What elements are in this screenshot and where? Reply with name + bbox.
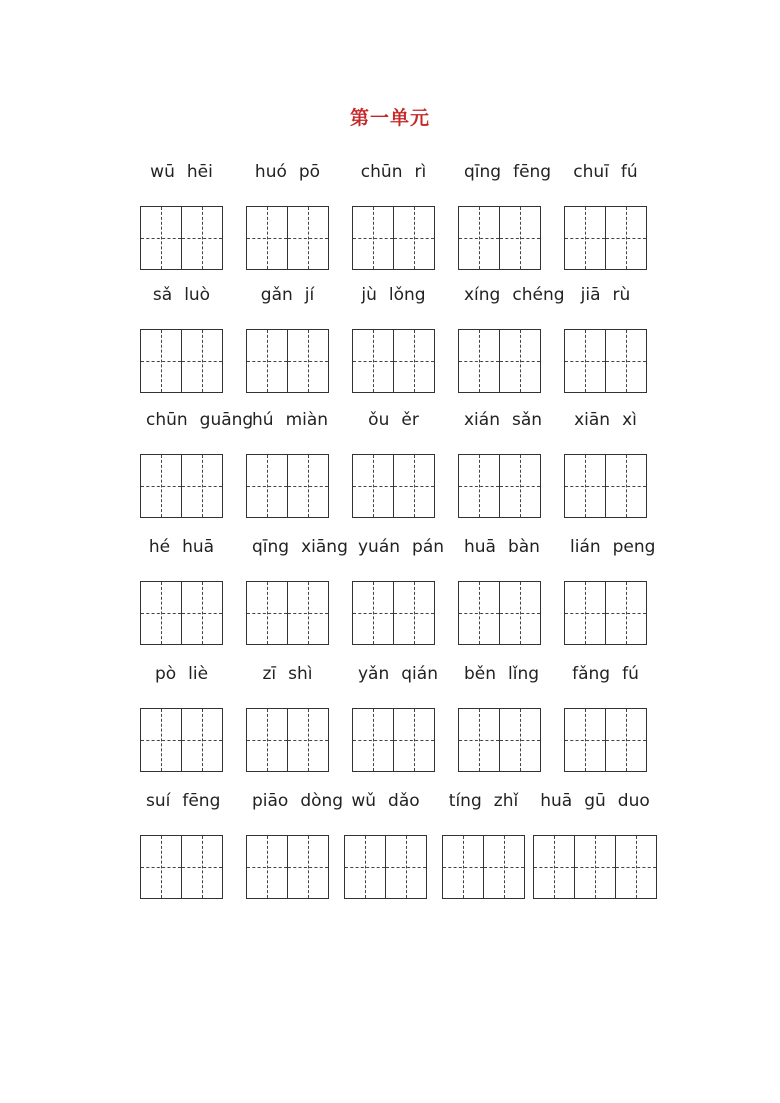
guide-line-horizontal bbox=[288, 867, 328, 868]
pinyin-syllable: pán bbox=[412, 537, 445, 557]
writing-grid bbox=[458, 708, 541, 772]
guide-line-horizontal bbox=[247, 867, 287, 868]
character-box[interactable] bbox=[564, 708, 606, 772]
writing-grid bbox=[352, 708, 435, 772]
guide-line-horizontal bbox=[394, 361, 434, 362]
pinyin-syllable: zī bbox=[262, 664, 277, 684]
pinyin-syllable: fú bbox=[620, 162, 638, 182]
character-box[interactable] bbox=[246, 708, 288, 772]
pinyin-syllable: ěr bbox=[401, 410, 419, 430]
guide-line-horizontal bbox=[500, 740, 540, 741]
character-box[interactable] bbox=[288, 708, 329, 772]
pinyin-syllable: jí bbox=[304, 285, 315, 305]
pinyin-syllable: dòng bbox=[300, 791, 344, 811]
pinyin-syllable: yuán bbox=[358, 537, 401, 557]
pinyin-syllable: sǎ bbox=[152, 285, 173, 305]
pinyin-syllable: huā bbox=[464, 537, 496, 557]
character-box[interactable] bbox=[246, 454, 288, 518]
pinyin-syllable: pò bbox=[154, 664, 177, 684]
guide-line-horizontal bbox=[141, 238, 181, 239]
guide-line-horizontal bbox=[616, 867, 656, 868]
character-box[interactable] bbox=[394, 454, 435, 518]
pinyin-syllable: jiā bbox=[580, 285, 601, 305]
writing-grid bbox=[246, 581, 329, 645]
character-box[interactable] bbox=[246, 835, 288, 899]
pinyin-syllable: wǔ bbox=[351, 791, 377, 811]
guide-line-horizontal bbox=[182, 238, 222, 239]
pinyin-label bbox=[442, 791, 525, 815]
writing-grid bbox=[140, 581, 223, 645]
pinyin-label bbox=[564, 285, 647, 309]
pinyin-syllable: chéng bbox=[512, 285, 565, 305]
pinyin-label bbox=[246, 162, 329, 186]
character-box[interactable] bbox=[288, 835, 329, 899]
character-box[interactable] bbox=[606, 206, 647, 270]
guide-line-horizontal bbox=[247, 361, 287, 362]
pinyin-syllable: xíng bbox=[464, 285, 501, 305]
guide-line-horizontal bbox=[182, 486, 222, 487]
guide-line-horizontal bbox=[247, 740, 287, 741]
pinyin-syllable: huó bbox=[254, 162, 287, 182]
pinyin-label bbox=[458, 162, 552, 186]
pinyin-syllable: gū bbox=[584, 791, 606, 811]
pinyin-label bbox=[246, 537, 348, 561]
pinyin-label bbox=[352, 285, 435, 309]
writing-grid bbox=[246, 835, 329, 899]
pinyin-syllable: bàn bbox=[507, 537, 540, 557]
pinyin-syllable: qián bbox=[401, 664, 438, 684]
guide-line-horizontal bbox=[288, 740, 328, 741]
character-box[interactable] bbox=[484, 835, 525, 899]
pinyin-syllable: chūn bbox=[360, 162, 403, 182]
guide-line-horizontal bbox=[606, 613, 646, 614]
word-item bbox=[533, 791, 657, 901]
writing-grid bbox=[564, 454, 647, 518]
writing-grid bbox=[458, 206, 541, 270]
writing-grid bbox=[246, 329, 329, 393]
word-row bbox=[0, 664, 780, 774]
writing-grid bbox=[344, 835, 427, 899]
writing-grid bbox=[140, 329, 223, 393]
character-box[interactable] bbox=[182, 708, 223, 772]
word-item bbox=[352, 537, 445, 647]
guide-line-horizontal bbox=[565, 740, 605, 741]
pinyin-label bbox=[564, 664, 647, 688]
writing-grid bbox=[352, 581, 435, 645]
character-box[interactable] bbox=[606, 581, 647, 645]
guide-line-horizontal bbox=[443, 867, 483, 868]
word-item bbox=[140, 791, 223, 901]
guide-line-horizontal bbox=[565, 486, 605, 487]
character-box[interactable] bbox=[533, 835, 575, 899]
character-box[interactable] bbox=[394, 581, 435, 645]
pinyin-syllable: dǎo bbox=[388, 791, 420, 811]
guide-line-horizontal bbox=[500, 361, 540, 362]
character-box[interactable] bbox=[458, 581, 500, 645]
writing-grid bbox=[564, 329, 647, 393]
character-box[interactable] bbox=[575, 835, 616, 899]
writing-grid bbox=[140, 835, 223, 899]
guide-line-horizontal bbox=[606, 486, 646, 487]
pinyin-syllable: suí bbox=[146, 791, 171, 811]
pinyin-syllable: hé bbox=[148, 537, 171, 557]
guide-line-horizontal bbox=[500, 486, 540, 487]
word-item bbox=[140, 285, 223, 395]
character-box[interactable] bbox=[394, 329, 435, 393]
guide-line-horizontal bbox=[459, 361, 499, 362]
word-row bbox=[0, 285, 780, 395]
guide-line-horizontal bbox=[182, 740, 222, 741]
character-box[interactable] bbox=[606, 454, 647, 518]
character-box[interactable] bbox=[140, 835, 182, 899]
character-box[interactable] bbox=[564, 581, 606, 645]
guide-line-horizontal bbox=[247, 238, 287, 239]
word-row bbox=[0, 537, 780, 647]
guide-line-horizontal bbox=[484, 867, 524, 868]
pinyin-syllable: qīng bbox=[252, 537, 290, 557]
pinyin-syllable: xiān bbox=[574, 410, 611, 430]
character-box[interactable] bbox=[352, 454, 394, 518]
word-item bbox=[458, 285, 565, 395]
pinyin-label bbox=[140, 791, 223, 815]
character-box[interactable] bbox=[500, 454, 541, 518]
guide-line-horizontal bbox=[247, 613, 287, 614]
word-row bbox=[0, 410, 780, 520]
word-row bbox=[0, 162, 780, 272]
word-item bbox=[564, 664, 647, 774]
guide-line-horizontal bbox=[386, 867, 426, 868]
word-item bbox=[352, 410, 435, 520]
character-box[interactable] bbox=[288, 206, 329, 270]
pinyin-syllable: běn bbox=[464, 664, 497, 684]
pinyin-syllable: wū bbox=[150, 162, 175, 182]
guide-line-horizontal bbox=[565, 613, 605, 614]
pinyin-syllable: duo bbox=[617, 791, 650, 811]
writing-grid bbox=[458, 581, 541, 645]
character-box[interactable] bbox=[394, 708, 435, 772]
word-item bbox=[458, 162, 552, 272]
pinyin-syllable: tíng bbox=[448, 791, 482, 811]
word-item bbox=[352, 664, 438, 774]
writing-grid bbox=[533, 835, 657, 899]
character-box[interactable] bbox=[386, 835, 427, 899]
writing-grid bbox=[140, 454, 223, 518]
pinyin-label bbox=[140, 162, 223, 186]
character-box[interactable] bbox=[442, 835, 484, 899]
character-box[interactable] bbox=[352, 581, 394, 645]
guide-line-horizontal bbox=[534, 867, 574, 868]
pinyin-syllable: hú bbox=[252, 410, 274, 430]
guide-line-horizontal bbox=[288, 361, 328, 362]
guide-line-horizontal bbox=[353, 613, 393, 614]
word-item bbox=[564, 285, 647, 395]
character-box[interactable] bbox=[288, 454, 329, 518]
pinyin-label bbox=[140, 537, 223, 561]
guide-line-horizontal bbox=[606, 740, 646, 741]
character-box[interactable] bbox=[246, 581, 288, 645]
guide-line-horizontal bbox=[141, 740, 181, 741]
pinyin-label bbox=[352, 537, 445, 561]
word-item bbox=[458, 664, 541, 774]
guide-line-horizontal bbox=[500, 238, 540, 239]
guide-line-horizontal bbox=[182, 361, 222, 362]
guide-line-horizontal bbox=[345, 867, 385, 868]
pinyin-syllable: miàn bbox=[285, 410, 329, 430]
pinyin-syllable: yǎn bbox=[358, 664, 390, 684]
guide-line-horizontal bbox=[247, 486, 287, 487]
writing-grid bbox=[352, 454, 435, 518]
pinyin-syllable: piāo bbox=[252, 791, 289, 811]
pinyin-syllable: fēng bbox=[182, 791, 221, 811]
character-box[interactable] bbox=[246, 206, 288, 270]
guide-line-horizontal bbox=[394, 486, 434, 487]
guide-line-horizontal bbox=[141, 613, 181, 614]
pinyin-label bbox=[564, 537, 656, 561]
pinyin-syllable: shì bbox=[288, 664, 313, 684]
guide-line-horizontal bbox=[288, 486, 328, 487]
writing-grid bbox=[140, 206, 223, 270]
pinyin-syllable: lǐng bbox=[508, 664, 540, 684]
pinyin-syllable: hēi bbox=[186, 162, 213, 182]
writing-grid bbox=[352, 206, 435, 270]
pinyin-syllable: huā bbox=[182, 537, 215, 557]
character-box[interactable] bbox=[288, 329, 329, 393]
guide-line-horizontal bbox=[606, 238, 646, 239]
word-item bbox=[564, 537, 656, 647]
writing-grid bbox=[564, 206, 647, 270]
character-box[interactable] bbox=[394, 206, 435, 270]
writing-grid bbox=[458, 454, 541, 518]
guide-line-horizontal bbox=[459, 238, 499, 239]
character-box[interactable] bbox=[606, 329, 647, 393]
guide-line-horizontal bbox=[394, 238, 434, 239]
guide-line-horizontal bbox=[459, 740, 499, 741]
pinyin-label bbox=[140, 410, 254, 434]
pinyin-syllable: guāng bbox=[199, 410, 254, 430]
guide-line-horizontal bbox=[394, 740, 434, 741]
guide-line-horizontal bbox=[141, 867, 181, 868]
pinyin-label bbox=[352, 410, 435, 434]
character-box[interactable] bbox=[352, 708, 394, 772]
pinyin-syllable: huā bbox=[540, 791, 573, 811]
character-box[interactable] bbox=[616, 835, 657, 899]
character-box[interactable] bbox=[458, 454, 500, 518]
pinyin-syllable: fú bbox=[622, 664, 639, 684]
word-row bbox=[0, 791, 780, 901]
guide-line-horizontal bbox=[182, 867, 222, 868]
pinyin-label bbox=[533, 791, 657, 815]
word-item bbox=[140, 162, 223, 272]
pinyin-syllable: fēng bbox=[513, 162, 552, 182]
character-box[interactable] bbox=[500, 708, 541, 772]
guide-line-horizontal bbox=[575, 867, 615, 868]
character-box[interactable] bbox=[140, 581, 182, 645]
guide-line-horizontal bbox=[606, 361, 646, 362]
pinyin-syllable: pō bbox=[298, 162, 321, 182]
pinyin-syllable: xiāng bbox=[301, 537, 348, 557]
character-box[interactable] bbox=[500, 329, 541, 393]
pinyin-label bbox=[564, 162, 647, 186]
writing-grid bbox=[564, 708, 647, 772]
character-box[interactable] bbox=[140, 329, 182, 393]
guide-line-horizontal bbox=[353, 486, 393, 487]
pinyin-syllable: lián bbox=[570, 537, 601, 557]
pinyin-syllable: rù bbox=[612, 285, 631, 305]
writing-grid bbox=[458, 329, 541, 393]
writing-grid bbox=[564, 581, 647, 645]
character-box[interactable] bbox=[564, 206, 606, 270]
pinyin-syllable: liè bbox=[188, 664, 209, 684]
pinyin-syllable: peng bbox=[612, 537, 656, 557]
guide-line-horizontal bbox=[288, 238, 328, 239]
guide-line-horizontal bbox=[353, 361, 393, 362]
character-box[interactable] bbox=[182, 454, 223, 518]
guide-line-horizontal bbox=[141, 486, 181, 487]
character-box[interactable] bbox=[500, 206, 541, 270]
pinyin-syllable: luò bbox=[184, 285, 211, 305]
pinyin-syllable: zhǐ bbox=[493, 791, 519, 811]
pinyin-label bbox=[140, 285, 223, 309]
guide-line-horizontal bbox=[182, 613, 222, 614]
guide-line-horizontal bbox=[565, 361, 605, 362]
word-item bbox=[140, 537, 223, 647]
word-item bbox=[246, 791, 344, 901]
character-box[interactable] bbox=[344, 835, 386, 899]
character-box[interactable] bbox=[182, 581, 223, 645]
character-box[interactable] bbox=[140, 454, 182, 518]
word-item bbox=[140, 410, 254, 520]
word-item bbox=[458, 537, 541, 647]
pinyin-syllable: fǎng bbox=[572, 664, 611, 684]
character-box[interactable] bbox=[288, 581, 329, 645]
writing-grid bbox=[140, 708, 223, 772]
page-title: 第一单元 bbox=[349, 107, 430, 129]
guide-line-horizontal bbox=[394, 613, 434, 614]
character-box[interactable] bbox=[352, 329, 394, 393]
pinyin-syllable: rì bbox=[414, 162, 427, 182]
writing-grid bbox=[246, 708, 329, 772]
pinyin-label bbox=[458, 664, 541, 688]
guide-line-horizontal bbox=[500, 613, 540, 614]
pinyin-syllable: lǒng bbox=[388, 285, 426, 305]
character-box[interactable] bbox=[564, 454, 606, 518]
character-box[interactable] bbox=[564, 329, 606, 393]
character-box[interactable] bbox=[458, 708, 500, 772]
guide-line-horizontal bbox=[353, 238, 393, 239]
pinyin-label bbox=[140, 664, 223, 688]
word-item bbox=[352, 162, 435, 272]
pinyin-label bbox=[352, 162, 435, 186]
character-box[interactable] bbox=[182, 329, 223, 393]
word-item bbox=[458, 410, 541, 520]
pinyin-syllable: ǒu bbox=[368, 410, 390, 430]
guide-line-horizontal bbox=[353, 740, 393, 741]
word-item bbox=[352, 285, 435, 395]
pinyin-syllable: jù bbox=[361, 285, 377, 305]
character-box[interactable] bbox=[458, 206, 500, 270]
character-box[interactable] bbox=[606, 708, 647, 772]
pinyin-syllable: qīng bbox=[464, 162, 502, 182]
pinyin-label bbox=[458, 537, 541, 561]
pinyin-label bbox=[246, 791, 344, 815]
pinyin-syllable: chūn bbox=[146, 410, 188, 430]
pinyin-syllable: sǎn bbox=[511, 410, 543, 430]
pinyin-syllable: xián bbox=[464, 410, 500, 430]
pinyin-label bbox=[458, 285, 565, 309]
pinyin-label bbox=[564, 410, 647, 434]
word-item bbox=[344, 791, 427, 901]
character-box[interactable] bbox=[182, 835, 223, 899]
writing-grid bbox=[442, 835, 525, 899]
character-box[interactable] bbox=[140, 708, 182, 772]
word-item bbox=[246, 285, 329, 395]
word-item bbox=[246, 410, 329, 520]
character-box[interactable] bbox=[246, 329, 288, 393]
character-box[interactable] bbox=[458, 329, 500, 393]
guide-line-horizontal bbox=[141, 361, 181, 362]
guide-line-horizontal bbox=[288, 613, 328, 614]
word-item bbox=[140, 664, 223, 774]
pinyin-syllable: gǎn bbox=[260, 285, 293, 305]
pinyin-label bbox=[352, 664, 438, 688]
pinyin-label bbox=[246, 410, 329, 434]
word-item bbox=[246, 664, 329, 774]
pinyin-label bbox=[458, 410, 541, 434]
character-box[interactable] bbox=[182, 206, 223, 270]
word-item bbox=[246, 537, 348, 647]
writing-grid bbox=[246, 206, 329, 270]
word-item bbox=[564, 410, 647, 520]
pinyin-syllable: xì bbox=[622, 410, 637, 430]
pinyin-label bbox=[246, 285, 329, 309]
writing-grid bbox=[352, 329, 435, 393]
guide-line-horizontal bbox=[459, 486, 499, 487]
pinyin-syllable: chuī bbox=[573, 162, 609, 182]
character-box[interactable] bbox=[500, 581, 541, 645]
pinyin-label bbox=[246, 664, 329, 688]
guide-line-horizontal bbox=[459, 613, 499, 614]
pinyin-label bbox=[344, 791, 427, 815]
character-box[interactable] bbox=[140, 206, 182, 270]
word-item bbox=[564, 162, 647, 272]
guide-line-horizontal bbox=[565, 238, 605, 239]
character-box[interactable] bbox=[352, 206, 394, 270]
word-item bbox=[246, 162, 329, 272]
word-item bbox=[442, 791, 525, 901]
writing-grid bbox=[246, 454, 329, 518]
